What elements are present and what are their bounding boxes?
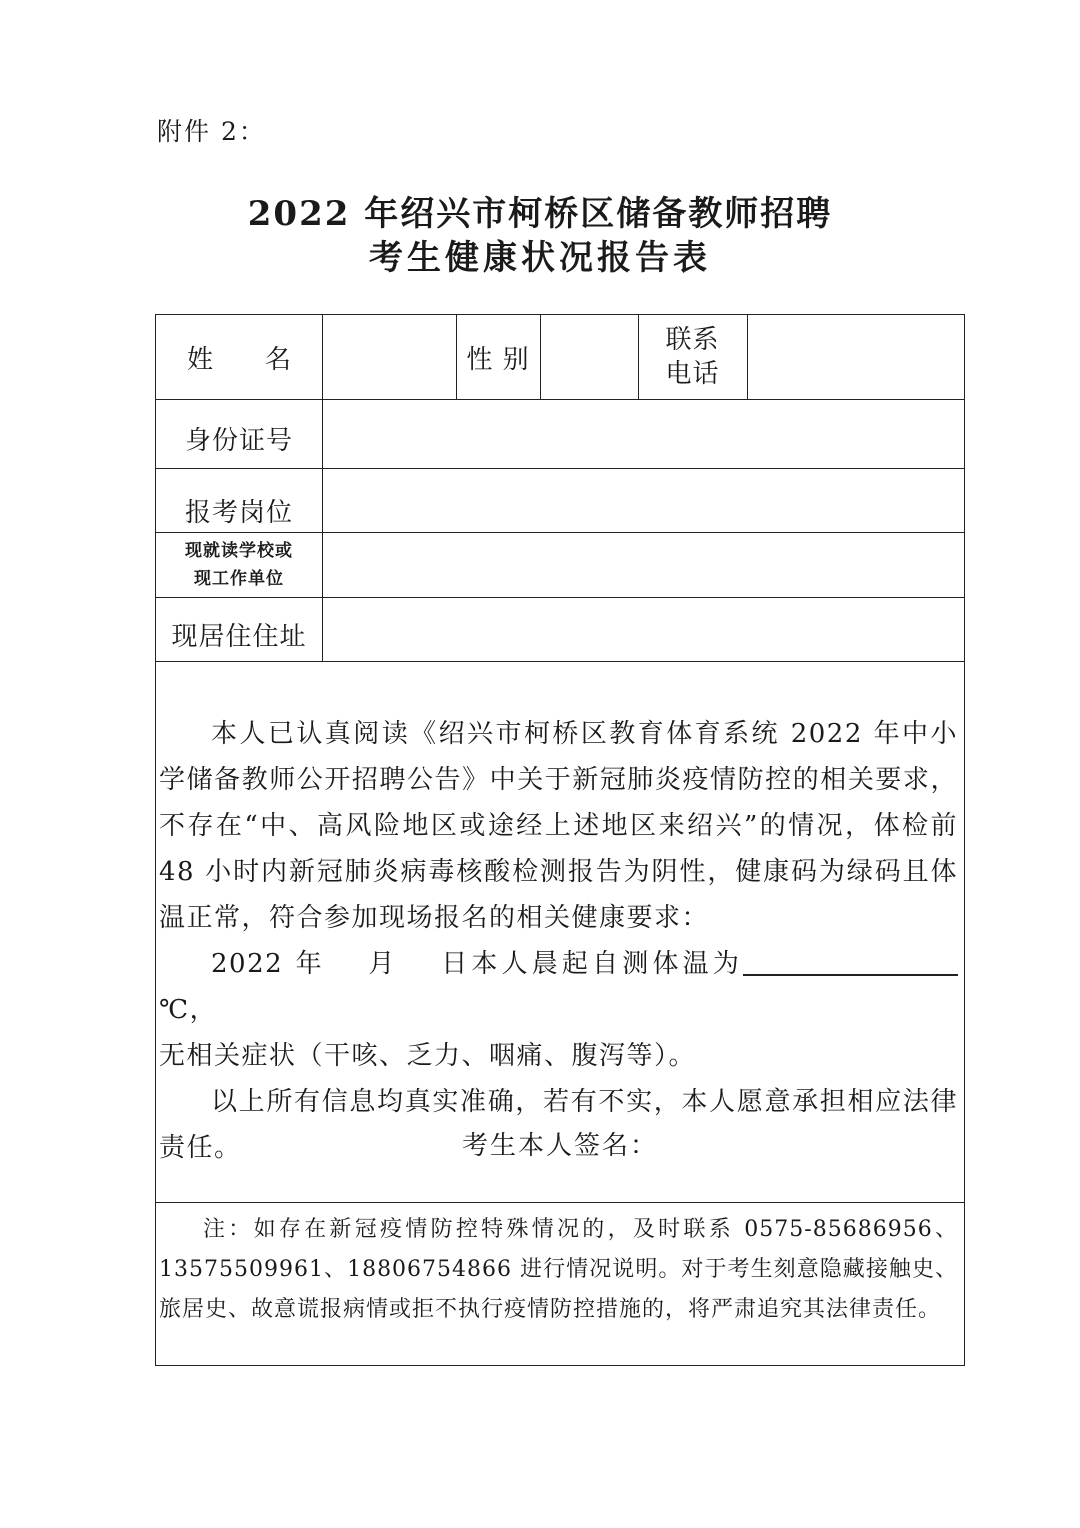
position-label: 报考岗位 bbox=[184, 497, 293, 528]
temperature-unit: ℃， bbox=[159, 995, 218, 1025]
health-report-form bbox=[155, 314, 965, 1366]
title-line-1: 2022 年绍兴市柯桥区储备教师招聘 bbox=[247, 194, 833, 234]
temperature-input[interactable] bbox=[743, 944, 958, 976]
note-paragraph: 注：如存在新冠疫情防控特殊情况的，及时联系 0575-85686956、13575509961、18806754866 进行情况说明。对于考生刻意隐藏接触史、旅居史、故意谎报病情或拒不执行疫情防控措施的，将严肃追究其法律责任。 bbox=[159, 1217, 958, 1322]
note-text bbox=[159, 1210, 958, 1330]
declaration-text bbox=[159, 711, 958, 1171]
phone-field[interactable] bbox=[748, 315, 964, 399]
school-label-line-2: 现工作单位 bbox=[194, 568, 284, 589]
declaration-paragraph-1: 本人已认真阅读《绍兴市柯桥区教育体育系统 2022 年中小学储备教师公开招聘公告》中关于新冠肺炎疫情防控的相关要求，不存在“中、高风险地区或途经上述地区来绍兴”的情况，体检前 48 小时内新冠肺炎病毒核酸检测报告为阴性，健康码为绿码且体温正常，符合参加现场报名的相关健康要求： bbox=[159, 719, 958, 933]
declaration-paragraph-3: 以上所有信息均真实准确，若有不实，本人愿意承担相应法律责任。 bbox=[159, 1087, 958, 1163]
phone-label bbox=[638, 315, 747, 399]
temperature-line bbox=[159, 941, 958, 1033]
row-divider bbox=[156, 661, 964, 662]
symptoms-line: 无相关症状（干咳、乏力、咽痛、腹泻等）。 bbox=[159, 1041, 697, 1071]
address-field[interactable] bbox=[323, 597, 964, 661]
title-line-2: 考生健康状况报告表 bbox=[369, 238, 711, 278]
address-label: 现居住住址 bbox=[171, 621, 307, 652]
id-label: 身份证号 bbox=[184, 426, 293, 456]
position-field[interactable] bbox=[323, 468, 964, 532]
attachment-label: 附件 2： bbox=[157, 117, 266, 146]
temperature-prefix: 2022 年 月 日本人晨起自测体温为 bbox=[211, 949, 743, 979]
id-field[interactable] bbox=[323, 399, 964, 468]
name-field[interactable] bbox=[323, 315, 456, 399]
signature-label: 考生本人签名： bbox=[461, 1131, 658, 1161]
school-field[interactable] bbox=[323, 532, 964, 597]
phone-label-line-2: 电话 bbox=[665, 359, 720, 389]
name-label: 姓 名 bbox=[186, 344, 291, 375]
school-label-line-1: 现就读学校或 bbox=[185, 540, 293, 561]
phone-label-line-1: 联系 bbox=[665, 325, 720, 355]
row-divider bbox=[156, 1202, 964, 1203]
gender-label: 性 别 bbox=[466, 344, 530, 375]
gender-field[interactable] bbox=[541, 315, 638, 399]
school-label bbox=[156, 532, 322, 597]
